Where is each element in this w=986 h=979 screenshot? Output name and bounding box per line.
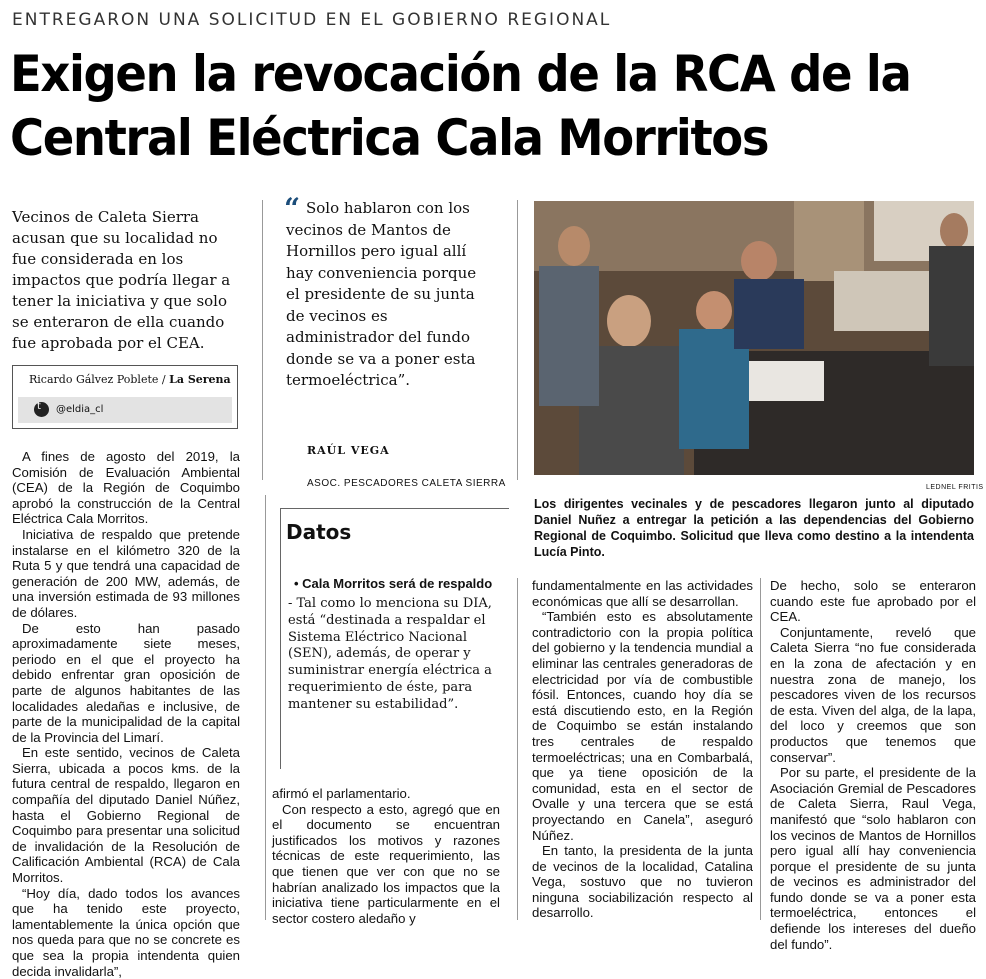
body-paragraph: En tanto, la presidenta de la junta de vecinos de la localidad, Catalina Vega, sostuvo que no tuvieron ninguna sociabilización respecto al desarrollo. bbox=[532, 843, 753, 921]
byline-social-row bbox=[18, 397, 232, 423]
pull-quote-text: Solo hablaron con los vecinos de Mantos de Hornillos pero igual allí hay conveniencia porque el presidente de su junta de vecinos es administrador del fundo donde se va a poner esta termoeléctrica”. bbox=[286, 199, 477, 389]
kicker: ENTREGARON UNA SOLICITUD EN EL GOBIERNO REGIONAL bbox=[12, 10, 612, 30]
headline-line-2: Central Eléctrica Cala Morritos bbox=[10, 109, 769, 167]
column-divider bbox=[262, 200, 263, 480]
body-paragraph: En este sentido, vecinos de Caleta Sierra, ubicada a pocos kms. de la futura central de respaldo, llegaron en compañía del diputado Daniel Núñez, hasta el Gobierno Regional de Coquimbo para presentar una solicitud de invalidación de la Resolución de Calificación Ambiental (RCA) de Cala Morritos. bbox=[12, 745, 240, 886]
body-paragraph: Por su parte, el presidente de la Asociación Gremial de Pescadores de Caleta Sierra, Raul Vega, manifestó que “solo hablaron con los vecinos de Mantos de Hornillos pero igual allí hay conveniencia porque el presidente de su junta de vecinos es administrador del fundo donde se va a poner esta termoeléctrica, entonces el defiende los intereses del dueño del fundo”. bbox=[770, 765, 976, 952]
quote-role: ASOC. PESCADORES CALETA SIERRA bbox=[307, 478, 506, 489]
headline bbox=[10, 42, 912, 170]
body-paragraph: Con respecto a esto, agregó que en el documento se encuentran justificados los motivos y razones técnicas de este requerimiento, las que tienen que ver con que no se habrían analizado los impactos que la iniciativa tiene particularmente en el sector costero aledaño y bbox=[272, 801, 500, 926]
body-paragraph: afirmó el parlamentario. bbox=[272, 786, 411, 801]
body-column-2 bbox=[272, 786, 500, 926]
body-paragraph: “Hoy día, dado todos los avances que ha tenido este proyecto, lamentablemente la única opción que nos queda para que no se concrete es que sea la propia intendenta quien decida invalidarla”, bbox=[12, 885, 240, 979]
twitter-handle: @eldia_cl bbox=[56, 404, 104, 415]
body-paragraph: “También esto es absolutamente contradictorio con la propia política del gobierno y la tendencia mundial a eliminar las centrales generadoras de electricidad por vía de combustible fósil. Entonces, cuando hoy día se está discutiendo esto, en la Región de Coquimbo se están instalando tres centrales de respaldo termoeléctricas; una en Combarbalá, que ya tiene oposición de la comunidad, esta en el sector de Ovalle y una tercera que se está proyectando en Canela”, aseguró Núñez. bbox=[532, 609, 753, 843]
quote-mark-icon: “ bbox=[284, 192, 301, 225]
photo-credit: LEDNEL FRITIS bbox=[926, 484, 984, 491]
pull-quote bbox=[286, 198, 486, 392]
news-photo bbox=[534, 201, 974, 475]
column-divider bbox=[517, 200, 518, 480]
column-divider bbox=[265, 495, 266, 920]
body-column-4 bbox=[770, 578, 976, 952]
datos-title: Datos bbox=[286, 520, 352, 544]
headline-line-1: Exigen la revocación de la RCA de la bbox=[10, 45, 911, 103]
body-column-3 bbox=[532, 578, 753, 921]
body-paragraph: fundamentalmente en las actividades económicas que allí se desarrollan. bbox=[532, 578, 753, 609]
body-column-1 bbox=[12, 449, 240, 979]
lead-paragraph: Vecinos de Caleta Sierra acusan que su localidad no fue considerada en los impactos que podría llegar a tener la iniciativa y que solo se enteraron de ella cuando fue aprobada por el CEA. bbox=[12, 208, 231, 352]
byline-location: La Serena bbox=[169, 373, 231, 386]
column-divider bbox=[760, 578, 761, 920]
body-paragraph: A fines de agosto del 2019, la Comisión de Evaluación Ambiental (CEA) de la Región de Coquimbo aprobó la construcción de la Central Eléctrica Cala Morritos. bbox=[12, 449, 240, 527]
byline-author: Ricardo Gálvez Poblete bbox=[29, 373, 159, 386]
datos-bullet-heading: • Cala Morritos será de respaldo bbox=[294, 576, 493, 591]
twitter-icon: t bbox=[34, 402, 49, 417]
quote-author: RAÚL VEGA bbox=[307, 444, 390, 457]
photo-caption: Los dirigentes vecinales y de pescadores llegaron junto al diputado Daniel Nuñez a entregar la petición a las dependencias del Gobierno Regional de Coquimbo. Solicitud que lleva como destino a la intendenta Lucía Pinto. bbox=[534, 497, 974, 559]
byline-author-row bbox=[29, 373, 231, 386]
byline-box bbox=[12, 365, 238, 429]
body-paragraph: De hecho, solo se enteraron cuando este fue aprobado por el CEA. bbox=[770, 578, 976, 625]
column-divider bbox=[517, 578, 518, 920]
body-paragraph: De esto han pasado aproximadamente siete meses, periodo en el que el proyecto ha debido enfrentar gran oposición de parte de algunos habitantes de las localidades aledañas e inclusive, de parte de la municipalidad de la capital de la Provincia del Limarí. bbox=[12, 620, 240, 745]
photo-illustration bbox=[534, 201, 974, 475]
datos-text: - Tal como lo menciona su DIA, está “destinada a respaldar el Sistema Eléctrico Nacional (SEN), además, de operar y suministrar energía eléctrica a requerimiento de éste, para mantener su estabilidad”. bbox=[288, 596, 492, 712]
byline-separator: / bbox=[161, 373, 166, 386]
body-paragraph: Conjuntamente, reveló que Caleta Sierra “no fue considerada en la zona de afectación y en nuestra zona de manejo, los pescadores viven de los recursos de esta. Viven del alga, de la lapa, del loco y creemos que son productos que tenemos que conservar”. bbox=[770, 624, 976, 765]
body-paragraph: Iniciativa de respaldo que pretende instalarse en el kilómetro 320 de la Ruta 5 y que tendrá una capacidad de generación de 200 MW, además, de una inversión estimada de 93 millones de dólares. bbox=[12, 526, 240, 620]
